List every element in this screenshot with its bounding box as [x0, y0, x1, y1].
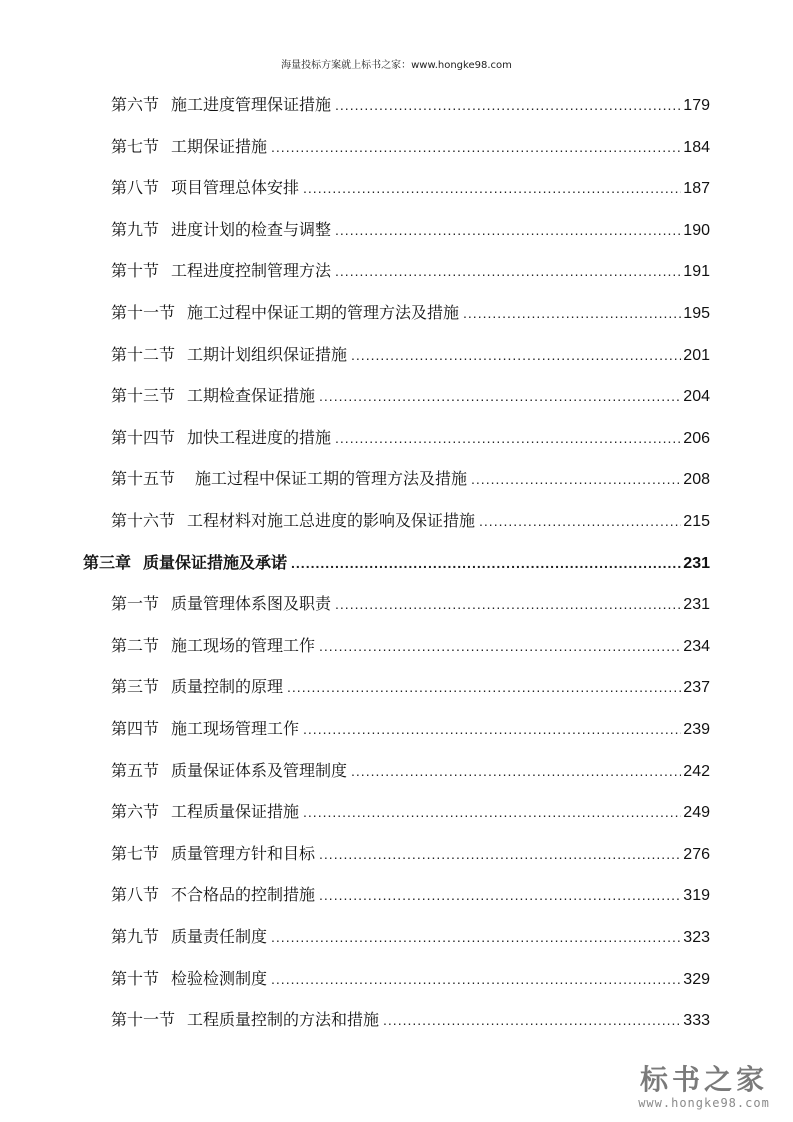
toc-dot-leader — [303, 177, 681, 199]
toc-entry-label — [111, 843, 315, 865]
toc-dot-leader — [335, 427, 681, 449]
toc-section-row[interactable] — [111, 593, 710, 615]
toc-entry-label — [83, 552, 287, 574]
toc-entry-label — [111, 635, 315, 657]
toc-entry-label — [111, 926, 267, 948]
toc-entry-number: 第二节 — [111, 635, 160, 655]
toc-dot-leader — [319, 884, 681, 906]
toc-entry-title: 施工过程中保证工期的管理方法及措施 — [195, 469, 468, 489]
toc-section-row[interactable] — [111, 884, 710, 906]
watermark-logo — [629, 1064, 779, 1110]
toc-section-row[interactable] — [111, 718, 710, 740]
toc-section-row[interactable] — [111, 510, 710, 532]
toc-entry-label — [111, 884, 315, 906]
toc-dot-leader — [351, 344, 681, 366]
toc-dot-leader — [383, 1009, 681, 1031]
toc-entry-number: 第十二节 — [111, 344, 176, 364]
toc-page-number: 329 — [683, 970, 710, 988]
toc-entry-label — [111, 136, 267, 158]
toc-section-row[interactable] — [111, 177, 710, 199]
toc-entry-number: 第十五节 — [111, 469, 176, 489]
toc-dot-leader — [319, 385, 681, 407]
toc-entry-title: 工程进度控制管理方法 — [171, 261, 332, 281]
toc-entry-number: 第一节 — [111, 594, 160, 614]
toc-entry-number: 第十六节 — [111, 511, 176, 530]
toc-entry-title: 工程材料对施工总进度的影响及保证措施 — [187, 511, 476, 530]
toc-page-number: 323 — [683, 929, 710, 946]
toc-dot-leader — [271, 136, 681, 158]
toc-section-row[interactable] — [111, 635, 710, 657]
toc-chapter-row[interactable] — [83, 552, 710, 574]
toc-entry-title: 检验检测制度 — [171, 968, 268, 988]
toc-dot-leader — [335, 260, 681, 282]
toc-page-number: 234 — [683, 637, 710, 655]
toc-entry-title: 施工现场管理工作 — [171, 719, 300, 738]
toc-page-number: 215 — [683, 513, 710, 530]
toc-dot-leader — [471, 468, 681, 490]
toc-entry-number: 第十一节 — [111, 1010, 176, 1030]
watermark-url: www.hongke98.com — [638, 1096, 770, 1110]
toc-entry-label — [111, 468, 467, 490]
toc-page-number: 242 — [683, 762, 710, 780]
toc-entry-label — [111, 260, 331, 282]
toc-page-number: 239 — [683, 721, 710, 738]
toc-dot-leader — [287, 676, 681, 698]
toc-dot-leader — [335, 593, 681, 615]
toc-entry-title: 加快工程进度的措施 — [187, 427, 332, 447]
toc-entry-number: 第九节 — [111, 219, 160, 239]
toc-section-row[interactable] — [111, 427, 710, 449]
toc-page-number: 249 — [683, 804, 710, 822]
toc-page-number: 179 — [683, 97, 710, 114]
page-header: 海量投标方案就上标书之家：www.hongke98.com — [281, 60, 512, 71]
toc-entry-number: 第四节 — [111, 719, 160, 738]
toc-section-row[interactable] — [111, 94, 710, 116]
toc-page-number: 231 — [683, 554, 710, 572]
toc-dot-leader — [319, 843, 681, 865]
toc-entry-title: 工程质量保证措施 — [171, 802, 300, 822]
toc-page-number: 204 — [683, 388, 710, 406]
toc-page-number: 276 — [683, 845, 710, 863]
toc-entry-number: 第七节 — [111, 136, 160, 156]
toc-page-number: 201 — [683, 346, 710, 364]
toc-section-row[interactable] — [111, 676, 710, 698]
toc-section-row[interactable] — [111, 843, 710, 865]
toc-entry-label — [111, 427, 331, 449]
toc-entry-number: 第十一节 — [111, 303, 176, 322]
toc-section-row[interactable] — [111, 344, 710, 366]
toc-entry-title: 项目管理总体安排 — [171, 178, 300, 198]
toc-entry-number: 第九节 — [111, 927, 160, 946]
toc-dot-leader — [291, 552, 681, 574]
toc-page-number: 190 — [683, 221, 710, 239]
toc-entry-label — [111, 760, 347, 782]
toc-entry-title: 施工过程中保证工期的管理方法及措施 — [187, 303, 460, 322]
toc-entry-title: 质量保证体系及管理制度 — [171, 760, 348, 780]
toc-entry-title: 进度计划的检查与调整 — [171, 219, 332, 239]
toc-entry-title: 质量管理体系图及职责 — [171, 594, 332, 614]
toc-section-row[interactable] — [111, 926, 710, 948]
toc-entry-label — [111, 344, 347, 366]
toc-entry-title: 工期检查保证措施 — [187, 386, 316, 406]
toc-page-number: 191 — [683, 263, 710, 281]
toc-dot-leader — [303, 718, 681, 740]
toc-page-number: 333 — [683, 1012, 710, 1030]
watermark-title: 标书之家 — [639, 1063, 768, 1096]
toc-entry-title: 质量管理方针和目标 — [171, 843, 316, 863]
toc-section-row[interactable] — [111, 760, 710, 782]
toc-page-number: 184 — [683, 138, 710, 156]
toc-entry-title: 施工进度管理保证措施 — [171, 95, 332, 114]
toc-section-row[interactable] — [111, 219, 710, 241]
toc-page-number: 208 — [683, 471, 710, 489]
toc-entry-label — [111, 177, 299, 199]
toc-section-row[interactable] — [111, 260, 710, 282]
toc-entry-label — [111, 94, 331, 116]
toc-page-number: 195 — [683, 305, 710, 322]
toc-section-row[interactable] — [111, 468, 710, 490]
toc-entry-number: 第八节 — [111, 885, 160, 905]
toc-entry-label — [111, 968, 267, 990]
toc-entry-title: 工期保证措施 — [171, 136, 268, 156]
toc-page-number: 319 — [683, 887, 710, 905]
toc-entry-label — [111, 1009, 379, 1031]
toc-dot-leader — [463, 302, 681, 324]
toc-entry-title: 施工现场的管理工作 — [171, 635, 316, 655]
toc-section-row[interactable] — [111, 1009, 710, 1031]
toc-dot-leader — [271, 968, 681, 990]
toc-entry-number: 第八节 — [111, 178, 160, 198]
toc-entry-number: 第十四节 — [111, 427, 176, 447]
toc-entry-number: 第三节 — [111, 677, 160, 697]
toc-entry-label — [111, 593, 331, 615]
toc-dot-leader — [335, 219, 681, 241]
toc-dot-leader — [335, 94, 681, 116]
toc-entry-label — [111, 718, 299, 740]
toc-entry-title: 质量责任制度 — [171, 927, 268, 946]
toc-entry-number: 第七节 — [111, 843, 160, 863]
toc-dot-leader — [319, 635, 681, 657]
toc-entry-number: 第十节 — [111, 968, 160, 988]
toc-section-row[interactable] — [111, 801, 710, 823]
toc-entry-label — [111, 219, 331, 241]
toc-section-row[interactable] — [111, 385, 710, 407]
toc-entry-title: 工程质量控制的方法和措施 — [187, 1010, 380, 1030]
toc-entry-label — [111, 510, 475, 532]
toc-entry-number: 第六节 — [111, 802, 160, 822]
toc-entry-label — [111, 302, 459, 324]
toc-page-number: 237 — [683, 679, 710, 697]
toc-entry-title: 质量控制的原理 — [171, 677, 284, 697]
toc-dot-leader — [271, 926, 681, 948]
toc-entry-number: 第六节 — [111, 95, 160, 114]
toc-entry-number: 第十节 — [111, 261, 160, 281]
toc-entry-label — [111, 676, 283, 698]
toc-dot-leader — [351, 760, 681, 782]
toc-entry-label — [111, 801, 299, 823]
toc-section-row[interactable] — [111, 136, 710, 158]
toc-entry-number: 第十三节 — [111, 386, 176, 406]
toc-dot-leader — [303, 801, 681, 823]
toc-entry-title: 工期计划组织保证措施 — [187, 344, 348, 364]
toc-section-row[interactable] — [111, 302, 710, 324]
toc-entry-number: 第三章 — [83, 552, 132, 572]
toc-entry-number: 第五节 — [111, 760, 160, 780]
toc-dot-leader — [479, 510, 681, 532]
toc-entry-title: 质量保证措施及承诺 — [143, 552, 288, 572]
toc-entry-label — [111, 385, 315, 407]
toc-page-number: 231 — [683, 596, 710, 614]
toc-page-number: 187 — [683, 180, 710, 198]
toc-entry-title: 不合格品的控制措施 — [171, 885, 316, 905]
toc-page-number: 206 — [683, 429, 710, 447]
toc-section-row[interactable] — [111, 968, 710, 990]
